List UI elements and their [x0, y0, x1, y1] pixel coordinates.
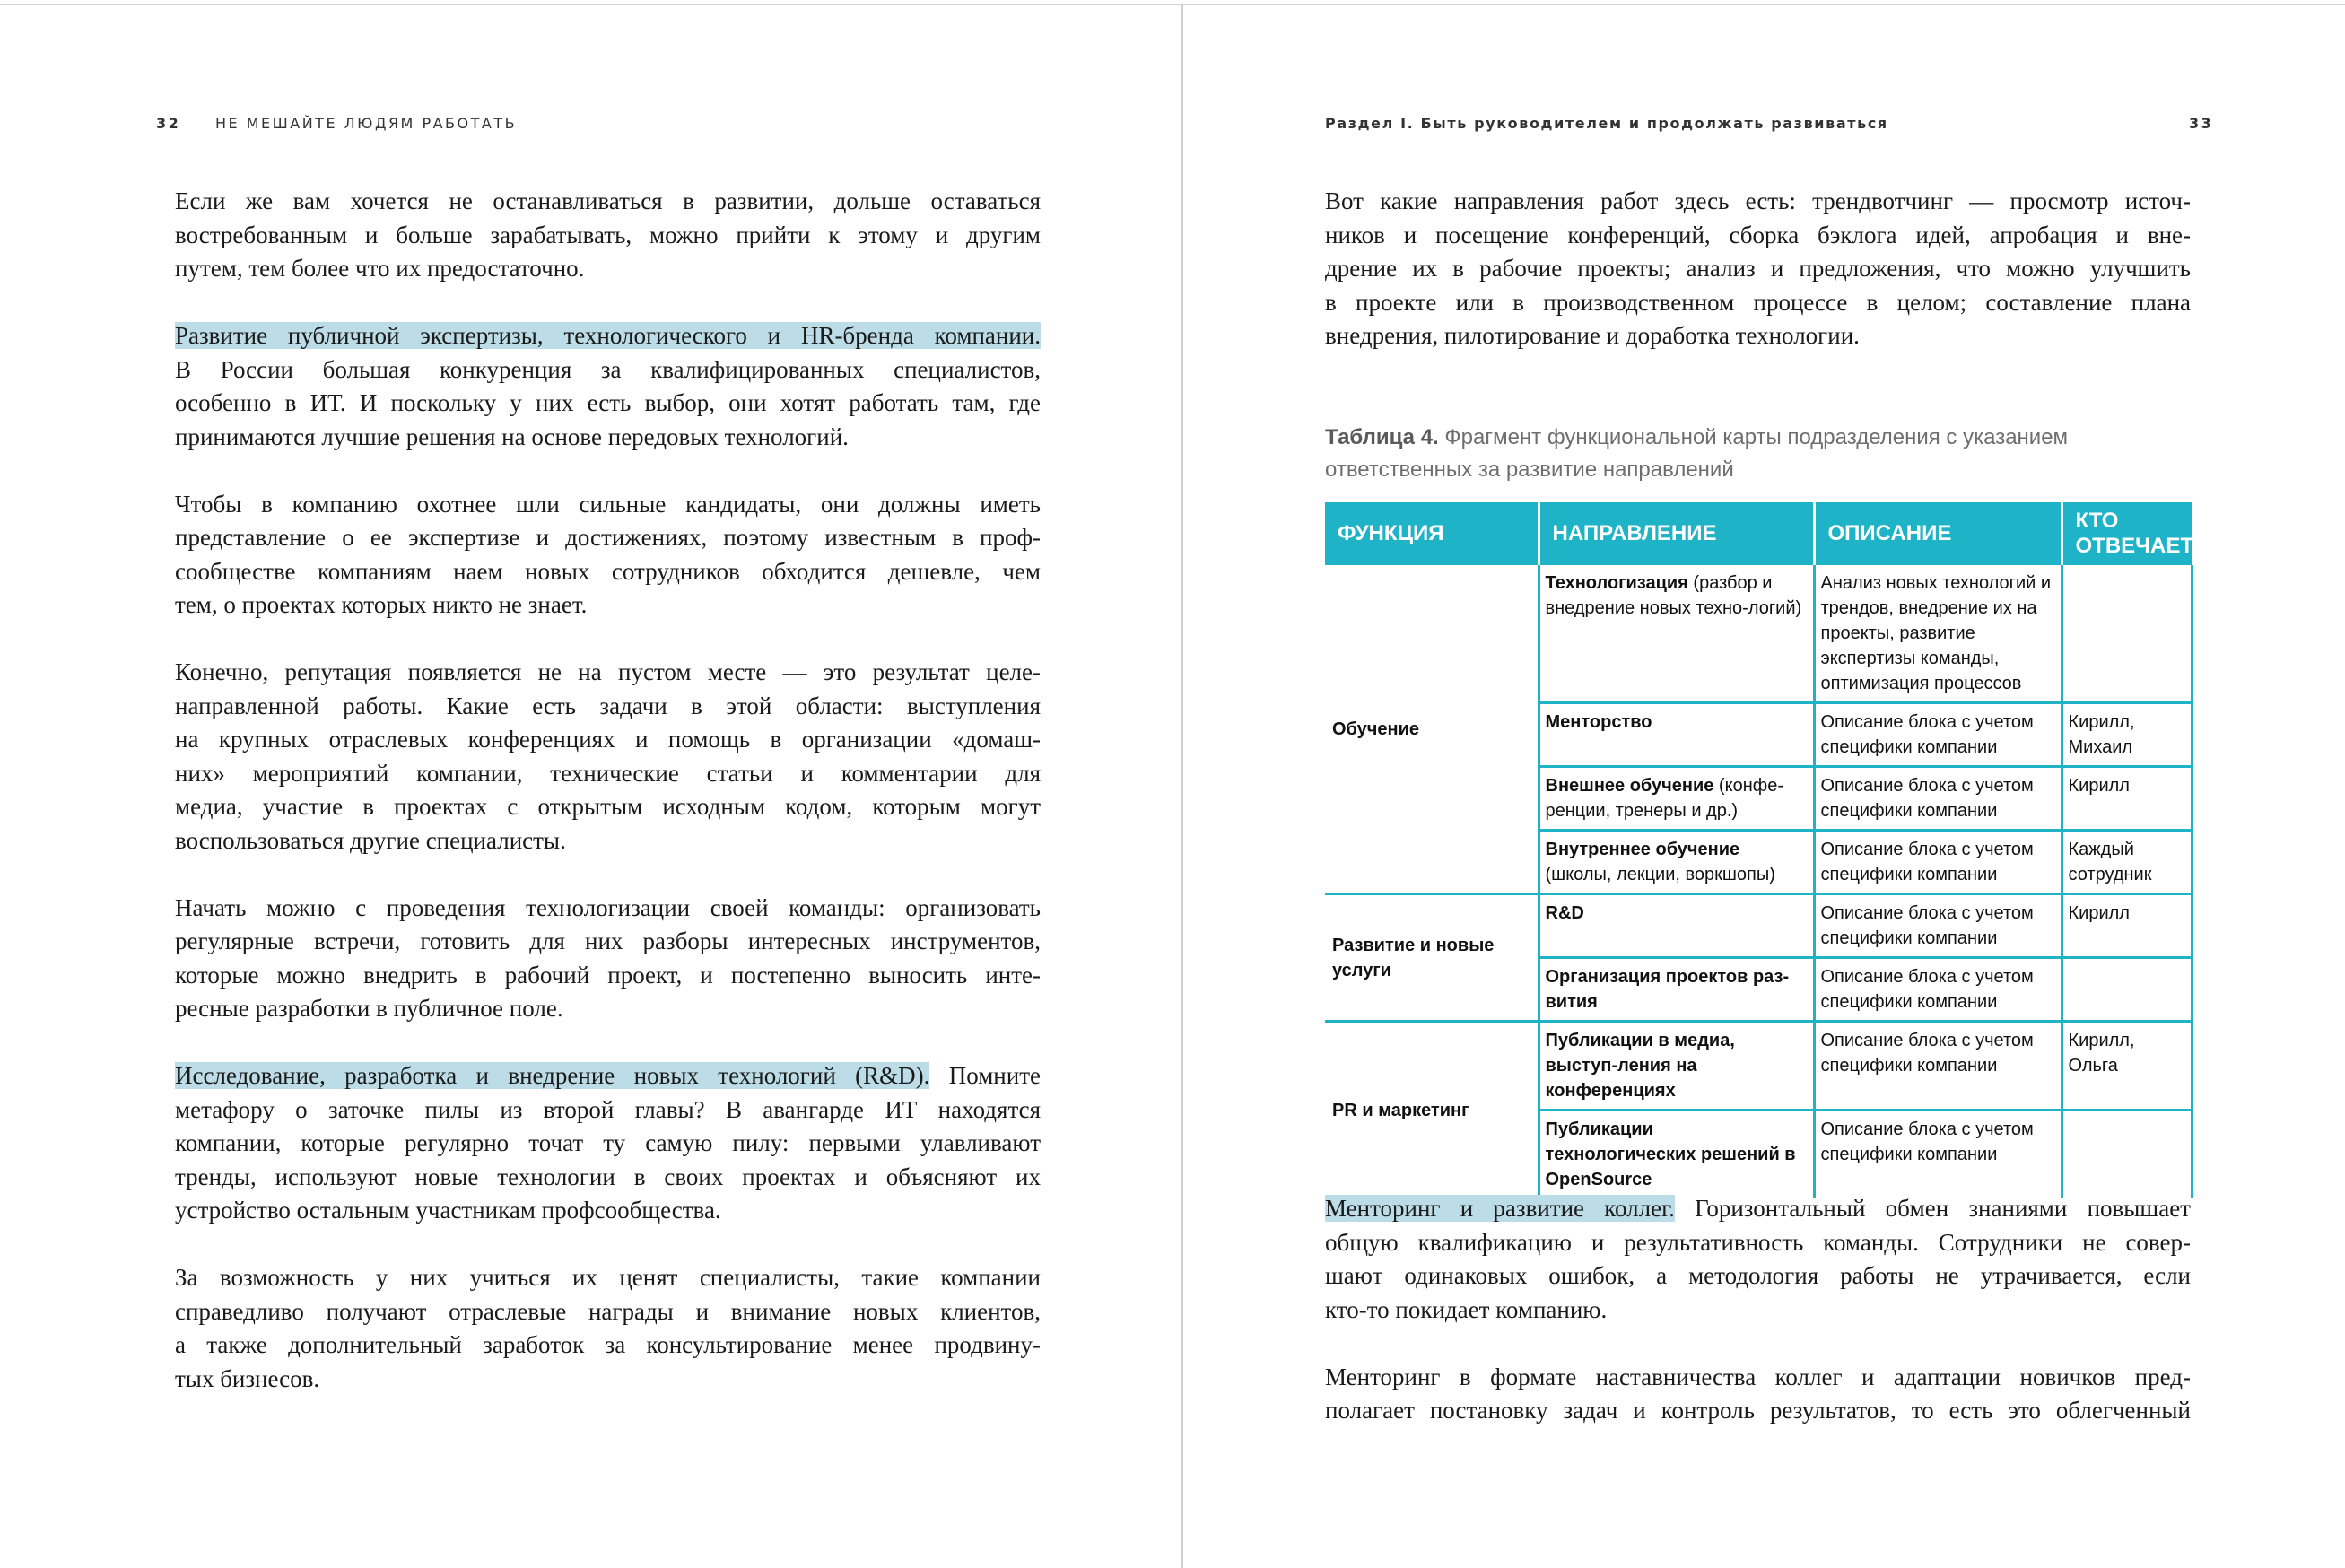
text-line	[175, 1093, 1041, 1128]
line-text: полагает постановку задач и контроль результатов, то есть это облегченный	[1325, 1397, 2191, 1424]
direction-title: Технологизация	[1545, 573, 1688, 593]
line-text: Конечно, репутация появляется не на пустом месте — это результат целе-	[175, 658, 1041, 685]
function-cell: Развитие и новые услуги	[1325, 894, 1539, 1022]
highlighted-text: Исследование, разработка и внедрение новых технологий (R&D).	[175, 1062, 930, 1089]
responsible-cell: Кирилл	[2062, 767, 2192, 831]
direction-cell	[1539, 894, 1814, 958]
line-text: Горизонтальный обмен знаниями повышает	[1674, 1195, 2191, 1222]
direction-title: Менторство	[1545, 712, 1652, 732]
line-text: представление о ее экспертизе и достижениях, поэтому известным в проф-	[175, 524, 1041, 551]
direction-note: (разбор и внедрение новых техно-логий)	[1545, 573, 1802, 618]
line-text: регулярные встречи, готовить для них разборы интересных инструментов,	[175, 928, 1041, 954]
description-cell: Описание блока с учетом специфики компании	[1814, 958, 2062, 1022]
direction-cell	[1539, 1111, 1814, 1198]
line-text: Менторинг в формате наставничества коллег и адаптации новичков пред-	[1325, 1363, 2191, 1390]
text-line	[175, 387, 1041, 421]
header-description: ОПИСАНИЕ	[1814, 502, 2062, 565]
text-line	[1325, 1259, 2191, 1294]
direction-cell	[1539, 1022, 1814, 1111]
paragraph	[1325, 1192, 2191, 1327]
paragraph	[1325, 1361, 2191, 1428]
direction-cell	[1539, 958, 1814, 1022]
responsible-cell: Кирилл	[2062, 894, 2192, 958]
function-cell: PR и маркетинг	[1325, 1022, 1539, 1198]
responsible-cell: Кирилл, Михаил	[2062, 703, 2192, 767]
text-line	[1325, 1192, 2191, 1226]
header-direction: НАПРАВЛЕНИЕ	[1539, 502, 1814, 565]
text-line	[175, 656, 1041, 690]
text-line	[1325, 1361, 2191, 1395]
paragraph	[175, 185, 1041, 286]
text-line	[175, 1295, 1041, 1329]
text-line	[175, 992, 1041, 1026]
responsible-cell: Кирилл, Ольга	[2062, 1022, 2192, 1111]
paragraph	[175, 892, 1041, 1026]
line-text: тем, о проектах которых никто не знает.	[175, 591, 588, 618]
line-text: тренды, используют новые технологии в своих проектах и объясняют их	[175, 1163, 1041, 1190]
line-text: устройство остальным участникам профсообщества.	[175, 1197, 721, 1224]
line-text: кто-то покидает компанию.	[1325, 1295, 1608, 1323]
text-line	[175, 555, 1041, 589]
table-row	[1325, 894, 2192, 958]
direction-note: (школы, лекции, воркшопы)	[1545, 865, 1775, 884]
line-text: В России большая конкуренция за квалифицированных специалистов,	[175, 355, 1041, 383]
text-line	[175, 219, 1041, 253]
text-line	[175, 757, 1041, 791]
text-line	[175, 925, 1041, 959]
line-text: ресные разработки в публичное поле.	[175, 995, 563, 1022]
text-line	[175, 1363, 1041, 1397]
paragraph	[175, 488, 1041, 623]
text-line	[175, 1059, 1041, 1093]
text-line	[175, 1127, 1041, 1161]
direction-title: Публикации технологических решений в OpenSource	[1545, 1119, 1796, 1189]
text-line	[175, 1261, 1041, 1295]
text-line	[175, 690, 1041, 724]
paragraph	[175, 319, 1041, 454]
text-line: ников и посещение конференций, сборка бэклога идей, апробация и вне-	[1325, 221, 2191, 248]
text-line	[1325, 1294, 2191, 1328]
header-responsible: КТО ОТВЕЧАЕТ	[2062, 502, 2192, 565]
direction-title: R&D	[1545, 903, 1584, 923]
text-line	[175, 185, 1041, 219]
text-line	[175, 353, 1041, 388]
header-function: ФУНКЦИЯ	[1325, 502, 1539, 565]
table-row	[1325, 1022, 2192, 1111]
line-text: компании, которые регулярно точат ту самую пилу: первыми улавливают	[175, 1129, 1041, 1156]
text-line	[175, 588, 1041, 623]
right-page-intro	[1325, 185, 2191, 353]
description-cell: Анализ новых технологий и трендов, внедрение их на проекты, развитие экспертизы команды, оптимизация процессов	[1814, 565, 2062, 703]
direction-title: Внутреннее обучение	[1545, 840, 1740, 859]
responsible-cell	[2062, 958, 2192, 1022]
highlighted-text: Менторинг и развитие коллег.	[1325, 1195, 1675, 1222]
text-line: внедрения, пилотирование и доработка технологии.	[1325, 322, 1860, 349]
line-text: Чтобы в компанию охотнее шли сильные кандидаты, они должны иметь	[175, 490, 1041, 518]
text-line: Вот какие направления работ здесь есть: трендвотчинг — просмотр источ-	[1325, 187, 2191, 214]
line-text: а также дополнительный заработок за консультирование менее продвину-	[175, 1331, 1041, 1358]
description-cell: Описание блока с учетом специфики компании	[1814, 703, 2062, 767]
text-line	[175, 319, 1041, 353]
text-line	[175, 1194, 1041, 1228]
line-text: них» мероприятий компании, технические статьи и комментарии для	[175, 759, 1041, 787]
direction-note: (конфе-ренции, тренеры и др.)	[1545, 776, 1783, 821]
text-line	[1325, 1394, 2191, 1428]
text-line	[1325, 1226, 2191, 1260]
paragraph	[175, 656, 1041, 858]
line-text: За возможность у них учиться их ценят специалисты, такие компании	[175, 1264, 1041, 1291]
caption-text: Фрагмент функциональной карты подразделения с указанием ответственных за развитие направлений	[1325, 425, 2069, 482]
responsible-cell	[2062, 1111, 2192, 1198]
table-caption	[1325, 422, 2195, 486]
line-text: шают одинаковых ошибок, а методология работы не утрачивается, если	[1325, 1262, 2191, 1289]
line-text: воспользоваться другие специалисты.	[175, 826, 566, 854]
line-text: справедливо получают отраслевые награды и внимание новых клиентов,	[175, 1297, 1041, 1325]
line-text: Начать можно с проведения технологизации своей команды: организовать	[175, 893, 1041, 921]
text-line	[175, 790, 1041, 824]
description-cell: Описание блока с учетом специфики компании	[1814, 1022, 2062, 1111]
direction-cell	[1539, 831, 1814, 894]
line-text: принимаются лучшие решения на основе передовых технологий.	[175, 422, 849, 450]
direction-cell	[1539, 703, 1814, 767]
direction-cell	[1539, 767, 1814, 831]
page-gutter-divider	[1181, 4, 1183, 1568]
text-line	[175, 824, 1041, 858]
right-page-number: 33	[2189, 115, 2214, 132]
left-page-number: 32	[156, 115, 181, 132]
right-page-body	[1325, 1192, 2191, 1461]
text-line	[175, 723, 1041, 757]
line-text: Помните	[929, 1062, 1041, 1089]
text-line	[175, 421, 1041, 455]
line-text: медиа, участие в проектах с открытым исходным кодом, которым могут	[175, 793, 1041, 820]
description-cell: Описание блока с учетом специфики компании	[1814, 767, 2062, 831]
direction-title: Внешнее обучение	[1545, 776, 1714, 796]
line-text: метафору о заточке пилы из второй главы? В авангарде ИТ находятся	[175, 1095, 1041, 1123]
highlighted-text: Развитие публичной экспертизы, технологического и HR-бренда компании.	[175, 322, 1041, 349]
line-text: общую квалификацию и результативность команды. Сотрудники не совер-	[1325, 1228, 2191, 1256]
responsible-cell: Каждый сотрудник	[2062, 831, 2192, 894]
direction-cell	[1539, 565, 1814, 703]
line-text: тых бизнесов.	[175, 1364, 320, 1392]
line-text: Если же вам хочется не останавливаться в развитии, дольше оставаться	[175, 187, 1041, 214]
text-line	[175, 959, 1041, 993]
line-text: востребованным и больше зарабатывать, можно прийти к этому и другим	[175, 221, 1041, 248]
functional-map-table	[1325, 502, 2193, 1198]
responsible-cell	[2062, 565, 2192, 703]
line-text: путем, тем более что их предостаточно.	[175, 255, 585, 282]
text-line	[175, 521, 1041, 555]
line-text: особенно в ИТ. И поскольку у них есть выбор, они хотят работать там, где	[175, 389, 1041, 416]
text-line	[175, 252, 1041, 286]
left-page-body	[175, 185, 1041, 1430]
direction-title: Публикации в медиа, выступ-ления на конференциях	[1545, 1031, 1735, 1101]
text-line	[175, 488, 1041, 522]
paragraph	[1325, 185, 2191, 353]
table-header-row	[1325, 502, 2192, 565]
line-text: сообществе компаниям наем новых сотрудников обходится дешевле, чем	[175, 557, 1041, 585]
direction-title: Организация проектов раз-вития	[1545, 967, 1790, 1012]
description-cell: Описание блока с учетом специфики компании	[1814, 831, 2062, 894]
text-line: дрение их в рабочие проекты; анализ и предложения, что можно улучшить	[1325, 255, 2191, 282]
line-text: которые можно внедрить в рабочий проект, и постепенно выносить инте-	[175, 961, 1041, 989]
text-line	[175, 1161, 1041, 1195]
description-cell: Описание блока с учетом специфики компании	[1814, 1111, 2062, 1198]
function-cell: Обучение	[1332, 719, 1420, 739]
table-row	[1325, 565, 2192, 703]
top-edge-line	[0, 4, 2345, 5]
line-text: на крупных отраслевых конференциях и помощь в организации «домаш-	[175, 726, 1041, 753]
right-running-head: Раздел I. Быть руководителем и продолжать развиваться	[1325, 115, 1888, 132]
paragraph	[175, 1261, 1041, 1396]
text-line	[175, 892, 1041, 926]
text-line	[175, 1328, 1041, 1363]
caption-label: Таблица 4.	[1325, 425, 1439, 449]
paragraph	[175, 1059, 1041, 1228]
left-running-head: НЕ МЕШАЙТЕ ЛЮДЯМ РАБОТАТЬ	[215, 115, 518, 132]
text-line: в проекте или в производственном процессе в целом; составление плана	[1325, 288, 2191, 316]
line-text: направленной работы. Какие есть задачи в этой области: выступления	[175, 692, 1041, 719]
description-cell: Описание блока с учетом специфики компании	[1814, 894, 2062, 958]
